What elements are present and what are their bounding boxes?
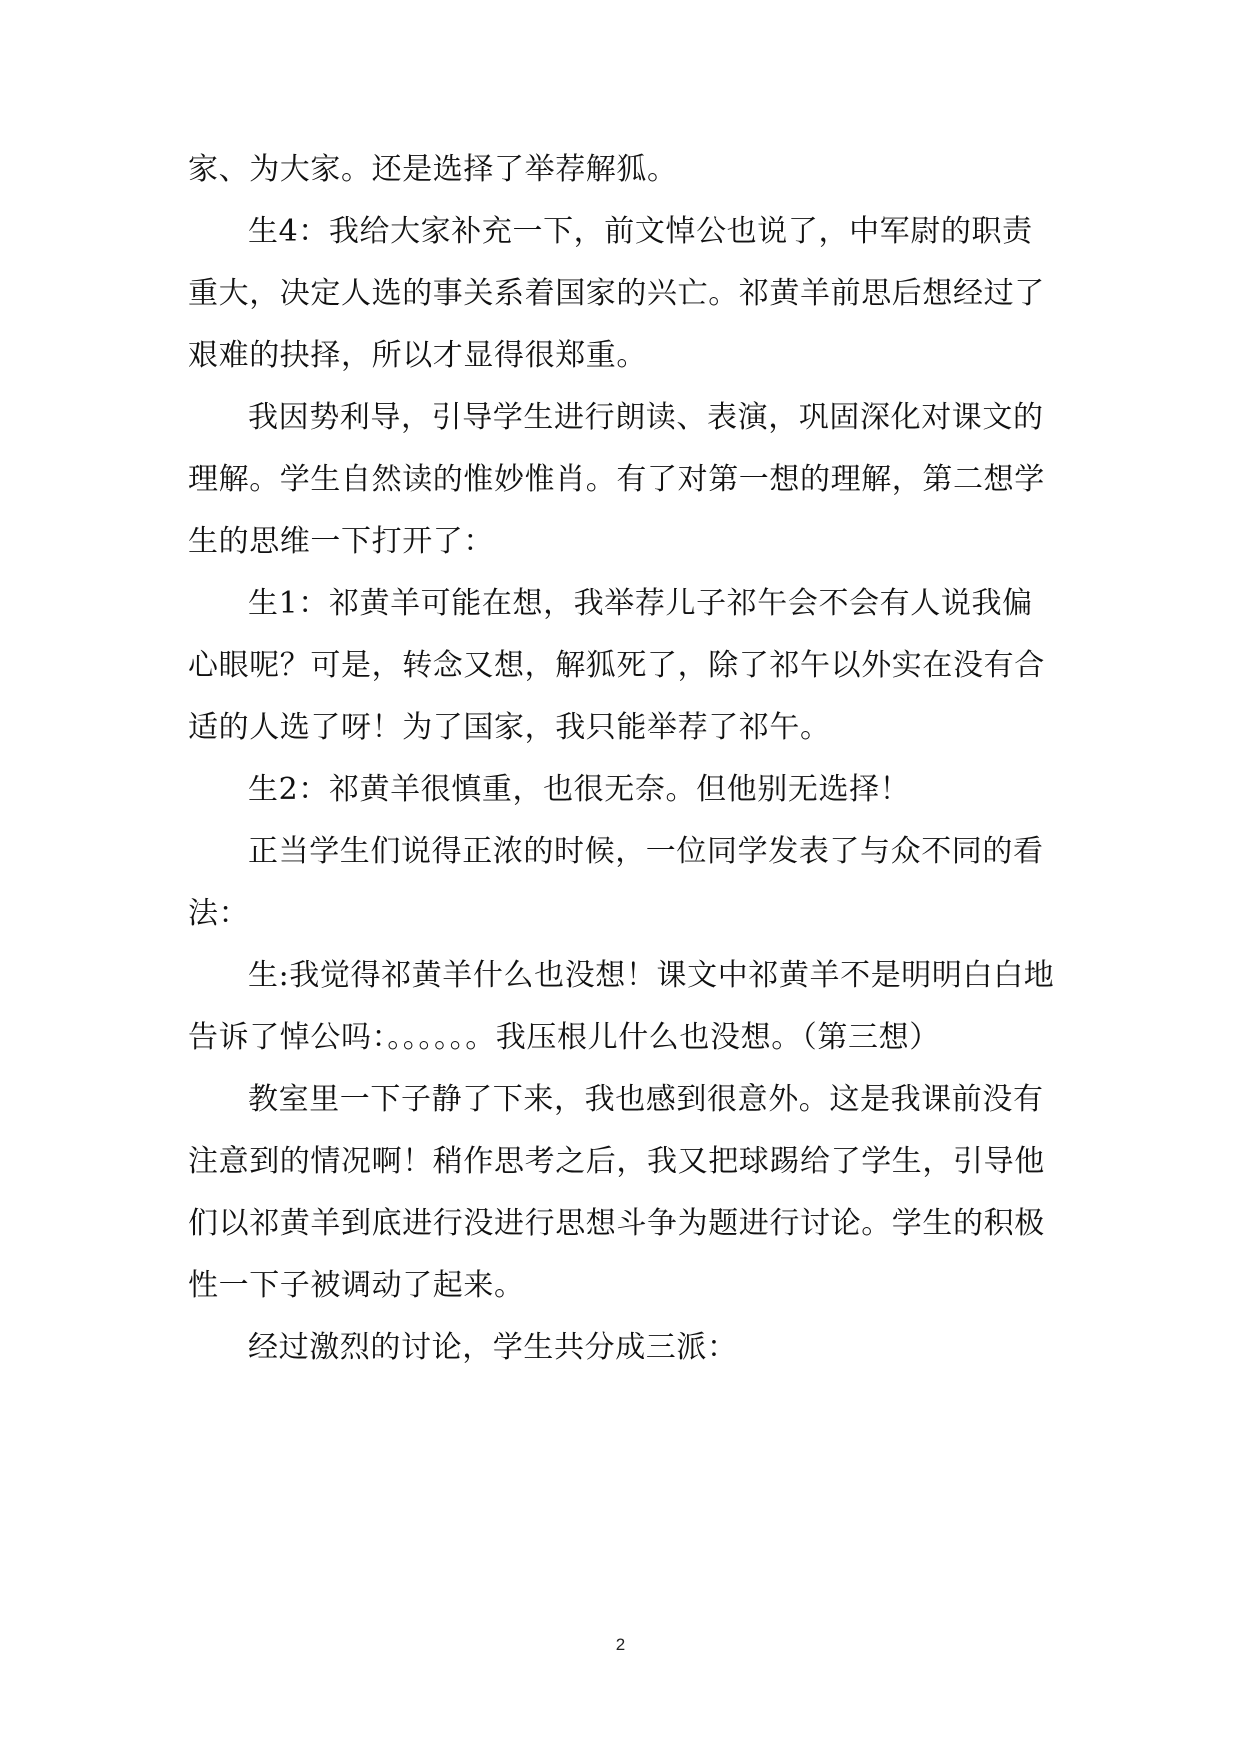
paragraph-3: 我因势利导，引导学生进行朗读、表演，巩固深化对课文的理解。学生自然读的惟妙惟肖。有了对第一想的理解，第二想学生的思维一下打开了：	[188, 400, 1045, 559]
paragraph-1: 家、为大家。还是选择了举荐解狐。	[188, 152, 678, 187]
paragraph-5: 生2：祁黄羊很慎重，也很无奈。但他别无选择！	[248, 772, 911, 807]
paragraph-2: 生4：我给大家补充一下，前文悼公也说了，中军尉的职责重大，决定人选的事关系着国家的兴亡。祁黄羊前思后想经过了艰难的抉择，所以才显得很郑重。	[188, 214, 1045, 373]
paragraph-7: 生:我觉得祁黄羊什么也没想！课文中祁黄羊不是明明白白地告诉了悼公吗：。。。。。。我压根儿什么也没想。（第三想）	[188, 958, 1055, 1055]
page-number: 2	[615, 1635, 626, 1654]
paragraph-9: 经过激烈的讨论，学生共分成三派：	[248, 1330, 738, 1365]
paragraph-4: 生1：祁黄羊可能在想，我举荐儿子祁午会不会有人说我偏心眼呢？可是，转念又想，解狐死了，除了祁午以外实在没有合适的人选了呀！为了国家，我只能举荐了祁午。	[188, 586, 1045, 745]
body-text	[188, 139, 1060, 1379]
paragraph-8: 教室里一下子静了下来，我也感到很意外。这是我课前没有注意到的情况啊！稍作思考之后，我又把球踢给了学生，引导他们以祁黄羊到底进行没进行思想斗争为题进行讨论。学生的积极性一下子被调动了起来。	[188, 1082, 1045, 1303]
paragraph-6: 正当学生们说得正浓的时候，一位同学发表了与众不同的看法：	[188, 834, 1044, 931]
